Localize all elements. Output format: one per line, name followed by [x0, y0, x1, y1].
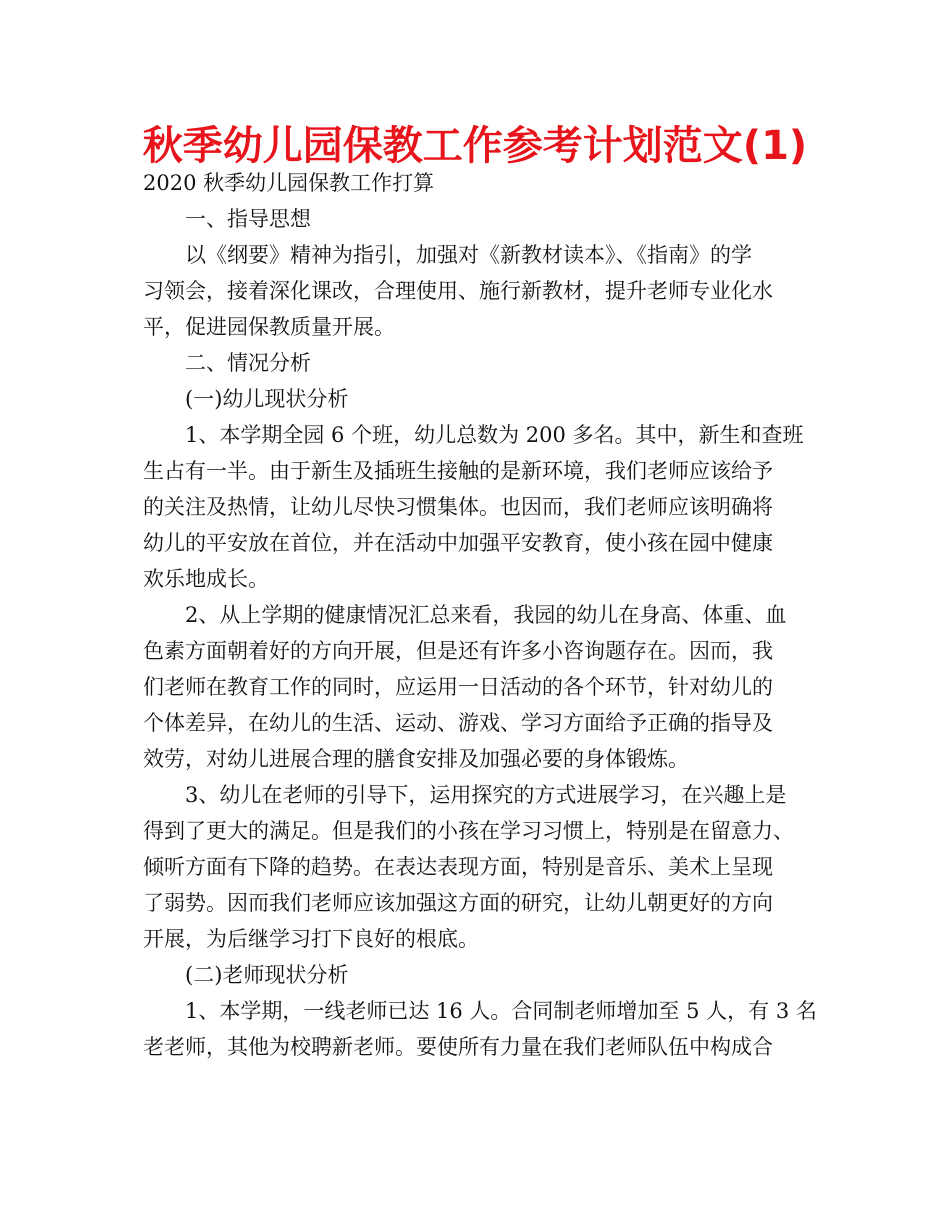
- text-line: 老老师，其他为校聘新老师。要使所有力量在我们老师队伍中构成合: [143, 1035, 773, 1059]
- text-line: 开展，为后继学习打下良好的根底。: [143, 927, 479, 951]
- document-subtitle: 2020 秋季幼儿园保教工作打算: [143, 171, 435, 195]
- text-line: 一、指导思想: [185, 207, 311, 231]
- text-line: 效劳，对幼儿进展合理的膳食安排及加强必要的身体锻炼。: [143, 747, 689, 771]
- text-line: 以《纲要》精神为指引，加强对《新教材读本》、《指南》的学: [185, 243, 752, 267]
- text-line: 幼儿的平安放在首位，并在活动中加强平安教育，使小孩在园中健康: [143, 531, 773, 555]
- text-line: (一)幼儿现状分析: [185, 387, 349, 411]
- text-line: 生占有一半。由于新生及插班生接触的是新环境，我们老师应该给予: [143, 459, 773, 483]
- document-body: [143, 165, 817, 1065]
- paragraph-lines: [143, 201, 817, 1065]
- text-line: 色素方面朝着好的方向开展，但是还有许多小咨询题存在。因而，我: [143, 639, 773, 663]
- text-line: 们老师在教育工作的同时，应运用一日活动的各个环节，针对幼儿的: [143, 675, 773, 699]
- text-line: 1、本学期全园 6 个班，幼儿总数为 200 多名。其中，新生和查班: [185, 423, 804, 447]
- text-line: 个体差异，在幼儿的生活、运动、游戏、学习方面给予正确的指导及: [143, 711, 773, 735]
- text-line: 3、幼儿在老师的引导下，运用探究的方式进展学习，在兴趣上是: [185, 783, 787, 807]
- text-line: 了弱势。因而我们老师应该加强这方面的研究，让幼儿朝更好的方向: [143, 891, 773, 915]
- text-line: 欢乐地成长。: [143, 567, 269, 591]
- text-line: 的关注及热情，让幼儿尽快习惯集体。也因而，我们老师应该明确将: [143, 495, 773, 519]
- document-title: 秋季幼儿园保教工作参考计划范文(1): [142, 123, 808, 169]
- text-line: 二、情况分析: [185, 351, 311, 375]
- text-line: 得到了更大的满足。但是我们的小孩在学习习惯上，特别是在留意力、: [143, 819, 794, 843]
- text-line: 倾听方面有下降的趋势。在表达表现方面，特别是音乐、美术上呈现: [143, 855, 773, 879]
- text-line: 习领会，接着深化课改，合理使用、施行新教材，提升老师专业化水: [143, 279, 773, 303]
- text-line: (二)老师现状分析: [185, 963, 349, 987]
- text-line: 2、从上学期的健康情况汇总来看，我园的幼儿在身高、体重、血: [185, 603, 787, 627]
- text-line: 1、本学期，一线老师已达 16 人。合同制老师增加至 5 人，有 3 名: [185, 999, 817, 1023]
- text-line: 平，促进园保教质量开展。: [143, 315, 395, 339]
